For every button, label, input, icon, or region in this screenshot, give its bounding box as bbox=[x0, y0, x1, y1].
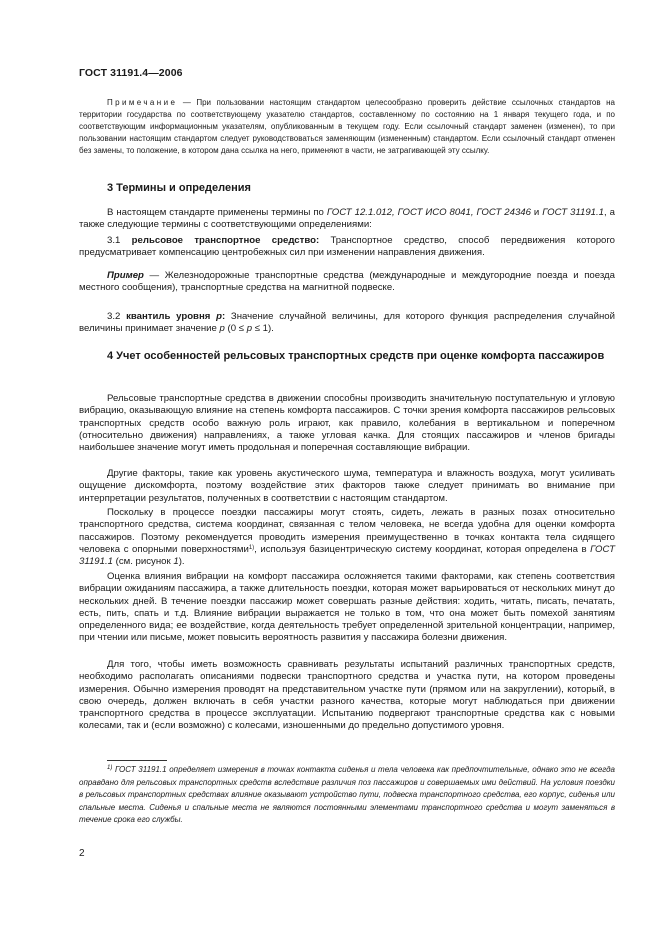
term-number: 3.1 bbox=[107, 235, 132, 246]
page-number: 2 bbox=[79, 848, 85, 859]
paragraph-text: ). bbox=[178, 556, 185, 567]
section-4-paragraph-2: Другие факторы, такие как уровень акустического шума, температура и влажность воздуха, могут усиливать ощущение дискомфорта, поэтому воздействие этих факторов также следует принимать во внимание при интерпретации результатов, полученных в соответствии с настоящим стандартом. bbox=[79, 468, 615, 504]
running-header: ГОСТ 31191.4—2006 bbox=[79, 67, 183, 79]
standard-reference: ГОСТ 31191.1 bbox=[79, 543, 615, 567]
example-label: Пример bbox=[107, 270, 144, 281]
section-3-heading: 3 Термины и определения bbox=[107, 182, 251, 194]
term-name bbox=[126, 311, 225, 322]
footnote-separator bbox=[107, 760, 167, 761]
footnote-reference[interactable]: 1) bbox=[248, 544, 255, 551]
section-4-paragraph-5: Для того, чтобы иметь возможность сравнивать результаты испытаний различных транспортных средств, необходимо располагать описаниями подвески транспортного средства и участка пути, на котором проведены измерения. Обычно измерения проводят на представительном участке пути (прямом или на закруглении), который, в свою очередь, должен включать в себя участки разного качества, которые могут наблюдаться при движении транспортного средства в процессе эксплуатации. Испытанию подвергают транспортные средства как с новыми колесами, так и (если возможно) с колесами, изношенными до предельно допустимого уровня. bbox=[79, 659, 615, 732]
note-text: — При пользовании настоящим стандартом целесообразно проверить действие ссылочных стандартов на территории государства по соответствующему указателю стандартов, составленному по состоянию на 1 января текущего года, и по соответствующим информационным указателям, опубликованным в текущем году. Если ссылочный стандарт заменен (изменен), то при пользовании настоящим стандартом следует руководствоваться заменяющим (измененным) стандартом. Если ссылочный стандарт отменен без замены, то положение, в котором дана ссылка на него, применяют в части, не затрагивающей эту ссылку. bbox=[79, 98, 615, 156]
intro-reference-2: ГОСТ 31191.1 bbox=[542, 207, 605, 218]
term-name-text: квантиль уровня bbox=[126, 311, 217, 322]
term-definition-end: ≤ 1). bbox=[252, 323, 274, 335]
term-3-2 bbox=[79, 311, 615, 336]
term-example bbox=[79, 270, 615, 295]
intro-text-end: , а также следующие термины с соответствующими определениями: bbox=[79, 207, 615, 231]
figure-reference: 1 bbox=[173, 556, 179, 567]
example-text: — Железнодорожные транспортные средства (международные и междугородние поезда и поезда местного сообщения), транспортные средства на магнитной подвеске. bbox=[79, 270, 615, 294]
term-3-1 bbox=[79, 235, 615, 260]
term-colon: : bbox=[221, 311, 226, 322]
intro-text: В настоящем стандарте применены термины по bbox=[107, 207, 327, 218]
note-label: Примечание bbox=[107, 98, 178, 107]
footnote-text: ГОСТ 31191.1 определяет измерения в точках контакта сиденья и тела человека как предпочтительные, однако это не всегда оправдано для рельсовых транспортных средств вследствие различия поз пассажиров и совершаемых ими действий. На условия поездки в рельсовых транспортных средствах влияние оказывают устройство пути, подвеска транспортного средства, его корпус, сиденья или спальные места. Сиденья и спальные места не являются постоянными элементами транспортного средства и могут заменяться в течение срока его службы. bbox=[79, 765, 615, 825]
note-paragraph bbox=[79, 97, 615, 157]
section-4-paragraph-4: Оценка влияния вибрации на комфорт пассажира осложняется такими факторами, как степень соответствия вибрации ожиданиям пассажира, а также длительность поездки, которая может варьироваться от нескольких минут до нескольких дней. В течение поездки пассажир может совершать разные действия: ходить, читать, писать, печатать, есть, пить, спать и т.д. Влияние вибрации выражается не только в том, что она может быть помехой занятиям определенного вида; ее воздействие, когда деятельность требует определенной зрительной концентрации, например, при чтении или письме, может повысить вероятность развития у пассажира болезни движения. bbox=[79, 571, 615, 644]
intro-references: ГОСТ 12.1.012, ГОСТ ИСО 8041, ГОСТ 24346 bbox=[326, 207, 531, 218]
term-variable: p bbox=[219, 323, 225, 335]
term-number: 3.2 bbox=[107, 311, 127, 322]
term-name: рельсовое транспортное средство: bbox=[131, 235, 320, 246]
paragraph-text: (см. рисунок bbox=[112, 556, 174, 567]
term-variable: p bbox=[216, 311, 222, 322]
paragraph-text: , используя базицентрическую систему координат, которая определена в bbox=[254, 543, 591, 555]
term-definition: Транспортное средство, способ передвижения которого предусматривает компенсацию центробежных сил при изменении направления движения. bbox=[79, 235, 615, 259]
section-4-heading: 4 Учет особенностей рельсовых транспортных средств при оценке комфорта пассажиров bbox=[107, 350, 605, 362]
section-4-paragraph-1: Рельсовые транспортные средства в движении способны производить значительную поступательную и угловую вибрацию, оказывающую влияние на степень комфорта пассажиров. С точки зрения комфорта пассажиров рельсовых транспортных средств особо важную роль играют, как правило, колебания в вертикальном и поперечном (относительно движения) направлениях, а также угловая качка. Для стоящих пассажиров и членов бригады наибольшее значение могут иметь продольная и поперечная составляющие вибрации. bbox=[79, 393, 615, 453]
term-variable: p bbox=[246, 323, 253, 335]
footnote-mark: 1) bbox=[107, 765, 113, 771]
footnote bbox=[79, 764, 615, 827]
term-definition: Значение случайной величины, для которого функция распределения случайной величины принимает значение bbox=[79, 311, 615, 335]
intro-text-joiner: и bbox=[530, 207, 543, 218]
section-3-intro bbox=[79, 207, 615, 232]
term-definition-range: (0 ≤ bbox=[224, 323, 247, 335]
section-4-paragraph-3 bbox=[79, 507, 615, 568]
paragraph-text: Поскольку в процессе поездки пассажиры могут стоять, сидеть, лежать в разных позах относительно транспортного средства, система координат, связанная с телом человека, не всегда удобна для оценки комфорта пассажиров. Поэтому рекомендуется проводить измерения преимущественно в точках контакта тела сидящего человека с опорными поверхностями bbox=[79, 507, 615, 555]
